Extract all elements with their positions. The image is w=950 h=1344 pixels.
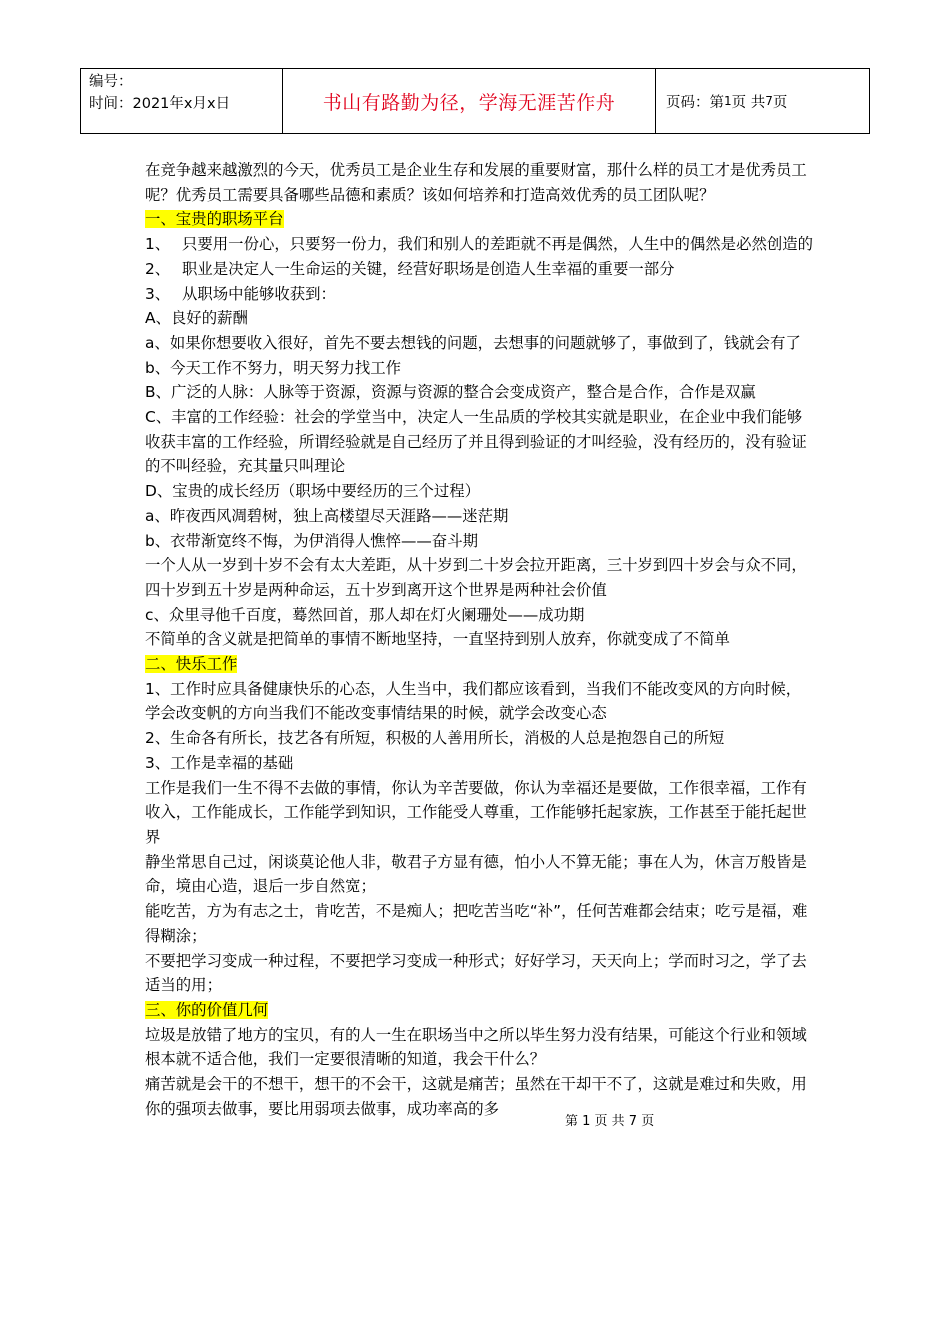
subitem-b-title: B、广泛的人脉：人脉等于资源，资源与资源的整合会变成资产，整合是合作，合作是双赢 [145, 383, 756, 402]
section3-heading: 三、你的价值几何 [145, 1000, 269, 1019]
subitem-a-1: a、如果你想要收入很好，首先不要去想钱的问题，去想事的问题就够了，事做到了，钱就会有了 [145, 333, 801, 352]
page-suffix: 页 [772, 94, 788, 111]
page-mid: 页 共 [731, 94, 766, 111]
item-text: 职业是决定人一生命运的关键，经营好职场是创造人生幸福的重要一部分 [182, 259, 675, 278]
section1-item-2 [145, 257, 815, 282]
section2-paragraph-5: 静坐常思自己过，闲谈莫论他人非，敬君子方显有德，怕小人不算无能；事在人为，休言万般皆是命，境由心造，退后一步自然宽； [145, 852, 807, 896]
subitem-c-title: C、丰富的工作经验：社会的学堂当中，决定人一生品质的学校其实就是职业，在企业中我们能够收获丰富的工作经验，所谓经验就是自己经历了并且得到验证的才叫经验，没有经历的，没有验证的不叫经验，充其量只叫理论 [145, 408, 807, 476]
section3-paragraph-2: 痛苦就是会干的不想干，想干的不会干，这就是痛苦；虽然在干却干不了，这就是难过和失败，用你的强项去做事，要比用弱项去做事，成功率高的多 [145, 1075, 807, 1118]
subitem-a-title: A、良好的薪酬 [145, 309, 248, 328]
section2-paragraph-7: 不要把学习变成一种过程，不要把学习变成一种形式；好好学习，天天向上；学而时习之，学了去适当的用； [145, 951, 807, 995]
header-table [80, 68, 870, 134]
intro-paragraph: 在竞争越来越激烈的今天，优秀员工是企业生存和发展的重要财富，那什么样的员工才是优秀员工呢？优秀员工需要具备哪些品德和素质？该如何培养和打造高效优秀的员工团队呢？ [145, 161, 807, 204]
item-number: 3、 [145, 284, 171, 303]
subitem-a-2: b、今天工作不努力，明天努力找工作 [145, 358, 402, 377]
section2-paragraph-2: 2、生命各有所长，技艺各有所短，积极的人善用所长，消极的人总是抱怨自己的所短 [145, 729, 725, 748]
page-current: 1 [724, 94, 732, 108]
subitem-d-2-note: 一个人从一岁到十岁不会有太大差距，从十岁到二十岁会拉开距离，三十岁到四十岁会与众不同，四十岁到五十岁是两种命运，五十岁到离开这个世界是两种社会价值 [145, 556, 807, 599]
header-meta-cell [81, 69, 283, 133]
item-text: 从职场中能够收获到： [182, 284, 336, 303]
subitem-d-2: b、衣带渐宽终不悔，为伊消得人憔悴——奋斗期 [145, 531, 478, 550]
page-footer: 第 1 页 共 7 页 [565, 1114, 655, 1129]
subitem-d-3: c、众里寻他千百度，蓦然回首，那人却在灯火阑珊处——成功期 [145, 605, 585, 624]
serial-label: 编号： [89, 74, 133, 90]
item-number: 1、 [145, 235, 171, 254]
section1-item-1 [145, 232, 815, 257]
section1-item-3 [145, 282, 815, 307]
subitem-d-1: a、昨夜西风凋碧树，独上高楼望尽天涯路——迷茫期 [145, 506, 509, 525]
header-page-cell [656, 69, 869, 133]
item-number: 2、 [145, 259, 171, 278]
header-motto-cell [283, 69, 656, 133]
section2-paragraph-6: 能吃苦，方为有志之士，肯吃苦，不是痴人；把吃苦当吃“补”，任何苦难都会结束；吃亏是福，难得糊涂； [145, 902, 808, 945]
item-text: 只要用一份心，只要努一份力，我们和别人的差距就不再是偶然，人生中的偶然是必然创造的 [182, 235, 814, 254]
page-total: 7 [765, 94, 773, 108]
section1-heading: 一、宝贵的职场平台 [145, 210, 284, 229]
section2-paragraph-4: 工作是我们一生不得不去做的事情，你认为辛苦要做，你认为幸福还是要做，工作很幸福，工作有收入，工作能成长，工作能学到知识，工作能受人尊重，工作能够托起家族，工作甚至于能托起世界 [145, 778, 807, 846]
section2-paragraph-1: 1、工作时应具备健康快乐的心态，人生当中，我们都应该看到，当我们不能改变风的方向时候，学会改变帆的方向当我们不能改变事情结果的时候，就学会改变心态 [145, 679, 802, 723]
motto: 书山有路勤为径，学海无涯苦作舟 [322, 91, 616, 114]
subitem-d-title: D、宝贵的成长经历（职场中要经历的三个过程） [145, 482, 481, 501]
section2-heading: 二、快乐工作 [145, 655, 238, 674]
page-prefix: 页码：第 [666, 94, 724, 111]
document-body [145, 158, 815, 1121]
time-label: 时间：2021年x月x日 [89, 96, 231, 112]
section2-paragraph-3: 3、工作是幸福的基础 [145, 753, 294, 772]
subitem-d-3-note: 不简单的含义就是把简单的事情不断地坚持，一直坚持到别人放弃，你就变成了不简单 [145, 630, 730, 649]
section3-paragraph-1: 垃圾是放错了地方的宝贝，有的人一生在职场当中之所以毕生努力没有结果，可能这个行业和领域根本就不适合他，我们一定要很清晰的知道，我会干什么？ [145, 1025, 807, 1069]
